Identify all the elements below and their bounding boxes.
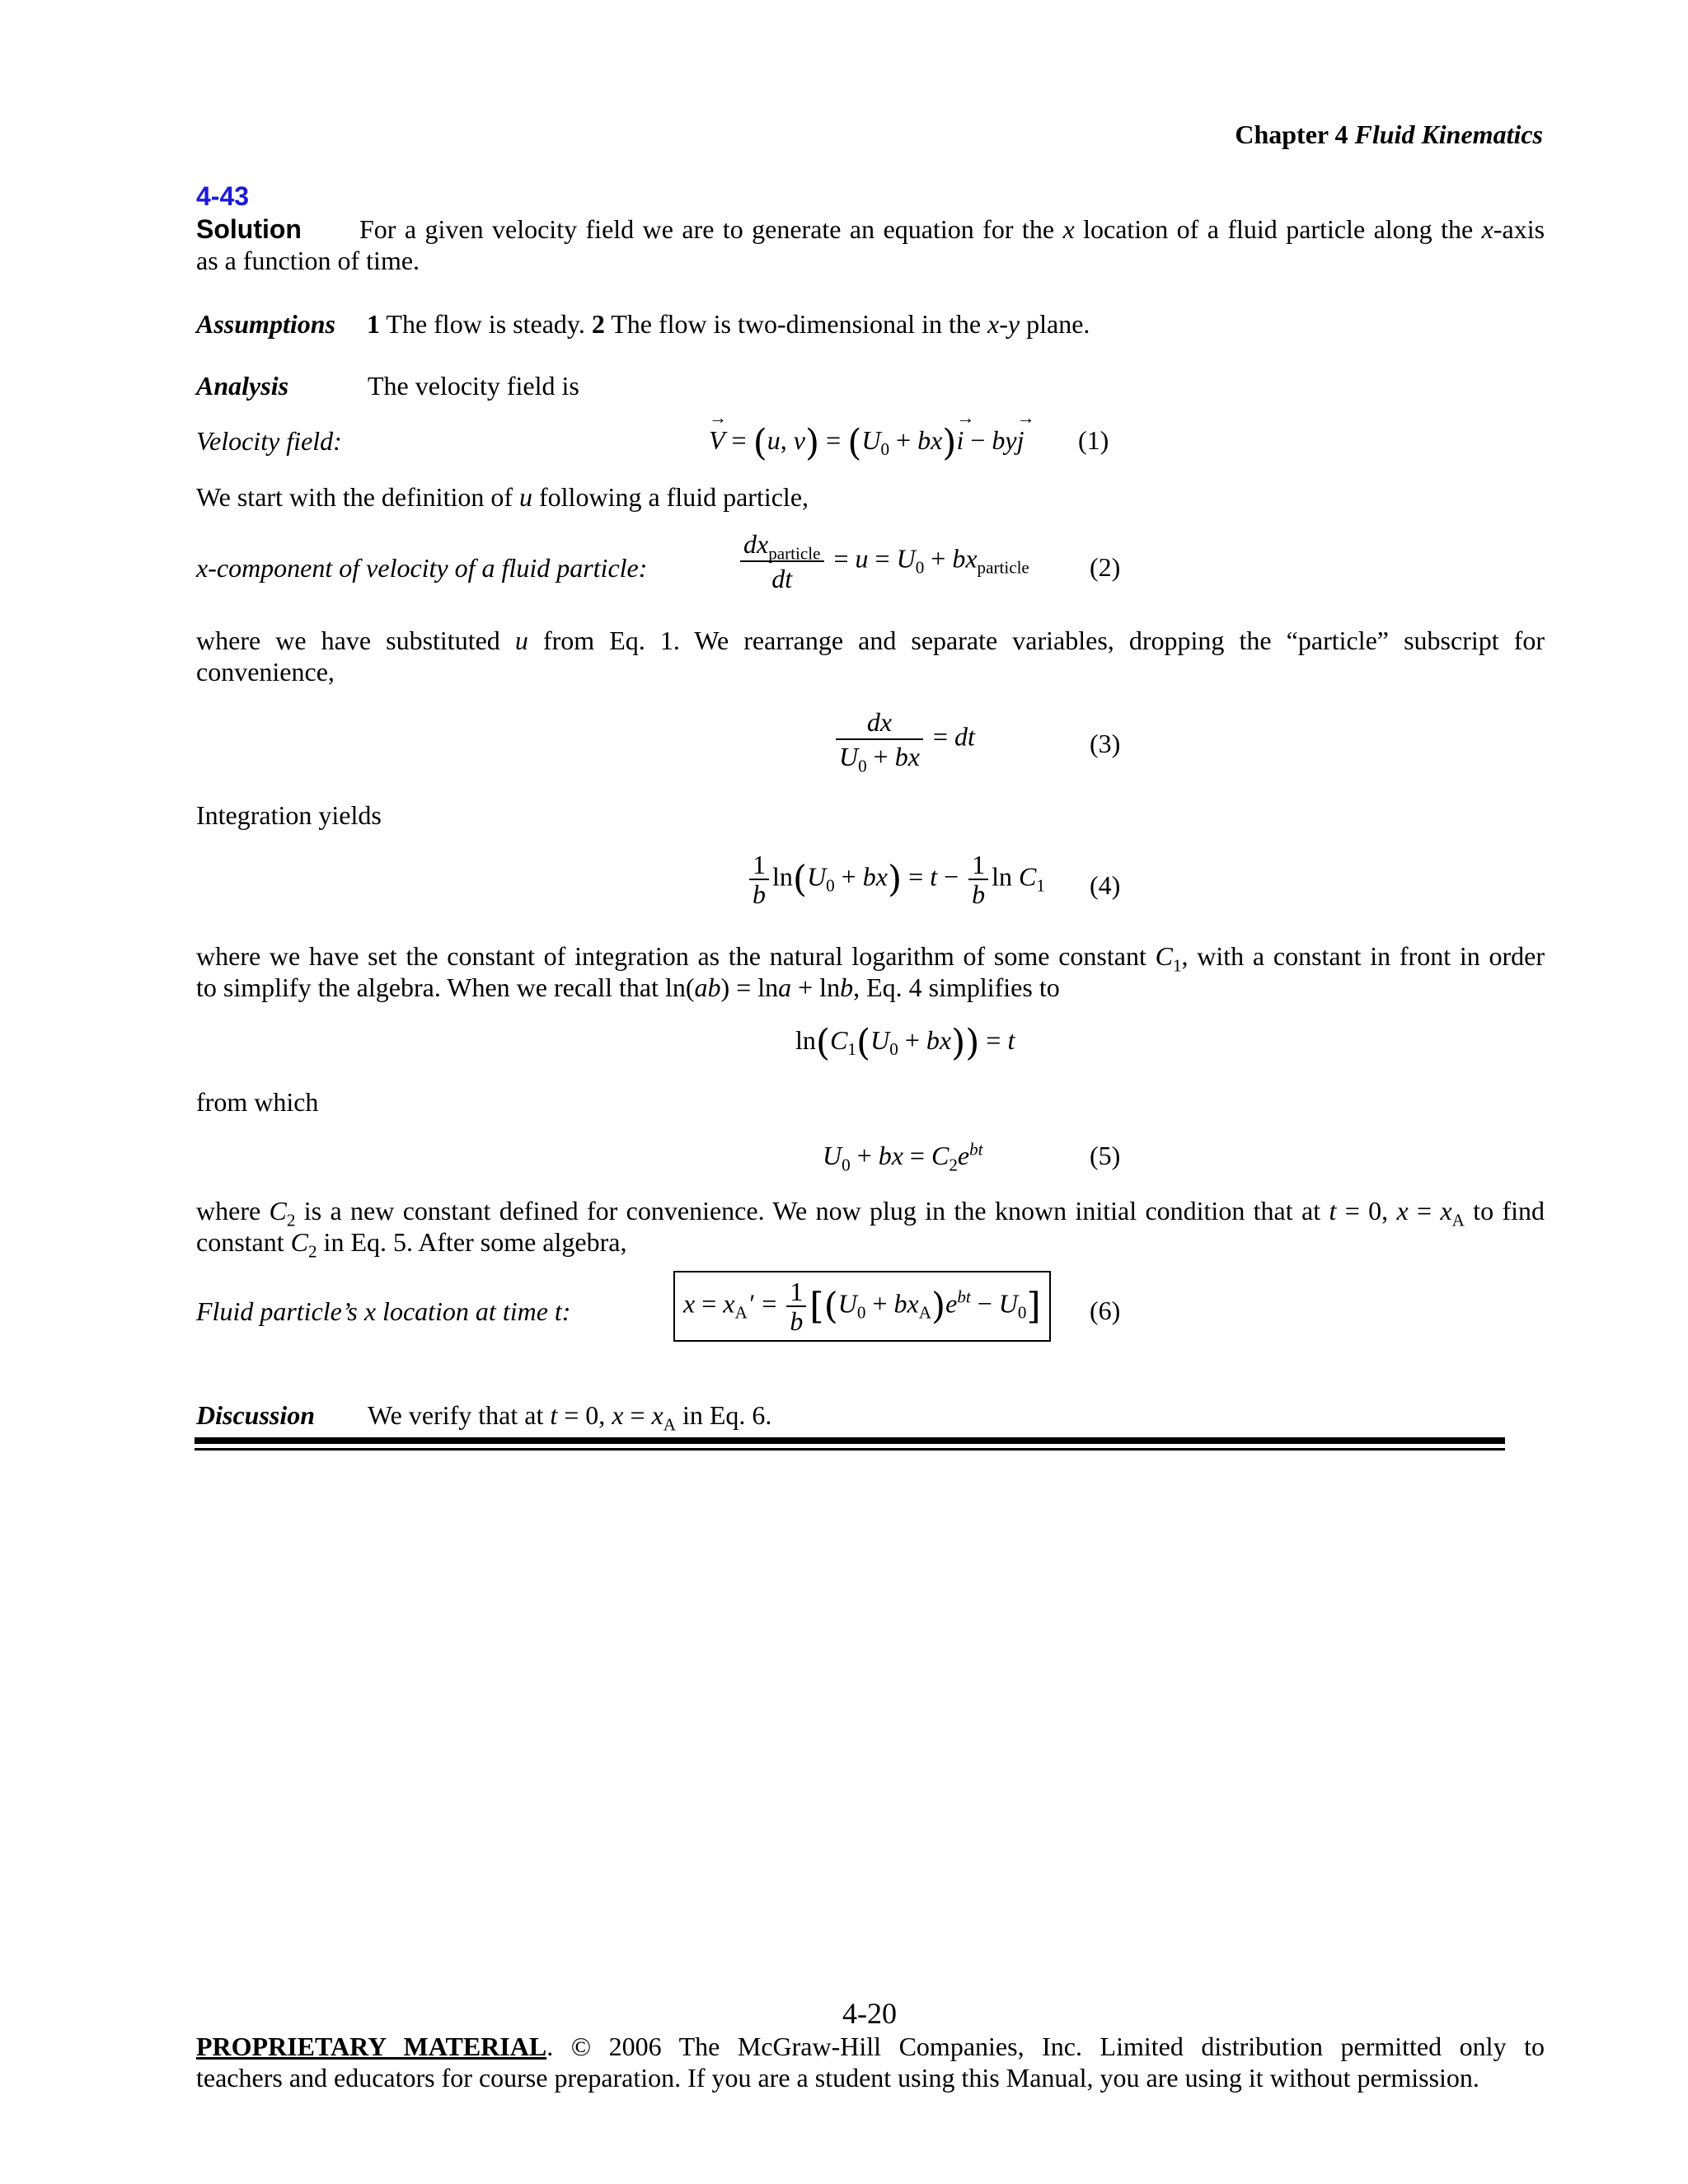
section-end-rule-thin bbox=[195, 1448, 1505, 1451]
equation-1: → V = (u, $v) = (U_0 + bx)\to i - by\to j$ bbox=[709, 422, 1024, 464]
discussion-paragraph: Discussion We verify that at t = 0, $x = x_A$ in Eq. 6. bbox=[196, 1400, 772, 1435]
equation-3: $\frac{dx}{U_0 + bx}$ = dt bbox=[832, 705, 975, 773]
eq5-number: (5) bbox=[1090, 1141, 1121, 1170]
chapter-title: Fluid Kinematics bbox=[1354, 120, 1543, 149]
integration-paragraph: Integration yields bbox=[196, 800, 382, 830]
constant-paragraph: where we have set the constant of integration as the natural logarithm of some constant $C_1$, with a constant in front in order to simplify the algebra. When we recall that ln(ab) = lna + lnb, Eq. 4 simplifies to bbox=[196, 941, 1545, 1002]
solution-paragraph: Solution For a given velocity field we are to generate an equation for the x location of a fluid particle along the x-axis as a function of time. bbox=[196, 214, 1545, 275]
eq1-number: (1) bbox=[1078, 425, 1109, 455]
analysis-paragraph: Analysis The velocity field is bbox=[196, 371, 579, 401]
assumptions-paragraph: Assumptions 1 The flow is steady. 2 The flow is two-dimensional in the x-y plane. bbox=[196, 309, 1090, 339]
solution-label: Solution bbox=[196, 214, 302, 244]
proprietary-label: PROPRIETARY MATERIAL bbox=[196, 2032, 547, 2061]
eq1-label: Velocity field: bbox=[196, 426, 342, 456]
assumptions-label: Assumptions bbox=[196, 309, 335, 339]
chapter-header bbox=[1235, 120, 1543, 150]
page-number: 4-20 bbox=[842, 1997, 897, 2030]
eq2-number: (2) bbox=[1090, 552, 1121, 582]
analysis-label: Analysis bbox=[196, 371, 289, 401]
eq3-number: (3) bbox=[1090, 729, 1121, 758]
from-which-paragraph: from which bbox=[196, 1087, 319, 1117]
result-box: $x = x_A$ ′ = $\frac{1}{b}$ $[(U_0 + bx_A)e^{bt} - U_0]$ bbox=[673, 1271, 1051, 1342]
equation-4: $\frac{1}{b}$ $\ln(U_0 + bx) = t$ − $\frac{1}{b}$ $\ln C_1$ bbox=[746, 851, 1045, 908]
start-paragraph: We start with the definition of u following a fluid particle, bbox=[196, 482, 809, 512]
eq6-number: (6) bbox=[1090, 1296, 1121, 1325]
chapter-number: Chapter 4 bbox=[1235, 120, 1348, 149]
problem-number: 4-43 bbox=[196, 181, 250, 211]
section-end-rule-thick bbox=[195, 1437, 1505, 1444]
eq6-label: Fluid particle’s x location at time t: bbox=[196, 1296, 571, 1326]
substitution-paragraph: where we have substituted u from Eq. 1. We rearrange and separate variables, dropping the “particle” subscript for convenience, bbox=[196, 626, 1545, 687]
eq4-number: (4) bbox=[1090, 870, 1121, 900]
equation-6 bbox=[673, 1271, 1051, 1342]
c2-paragraph: where $C_2$ is a new constant defined for convenience. We now plug in the known initial condition that at t = 0, $x = x_A$ to find constant $C_2$ in Eq. 5. After some algebra, bbox=[196, 1196, 1545, 1262]
eq2-label: x-component of velocity of a fluid particle: bbox=[196, 553, 648, 583]
discussion-label: Discussion bbox=[196, 1400, 316, 1430]
equation-4-simplified: $\ln(C_1(U_0 + bx)) = t$ bbox=[795, 1022, 1015, 1064]
footer-notice: PROPRIETARY MATERIAL. © 2006 The McGraw-Hill Companies, Inc. Limited distribution permitted only to teachers and educators for course preparation. If you are a student using this Manual, you are using it without permission. bbox=[196, 2032, 1545, 2093]
equation-2: $\frac{dx_{particle}}{dt}$ = $u = U_0 + bx_{particle}$ bbox=[737, 527, 1029, 595]
equation-5: $U_0$ + bx = $C_2e^{bt}$ bbox=[823, 1139, 983, 1175]
